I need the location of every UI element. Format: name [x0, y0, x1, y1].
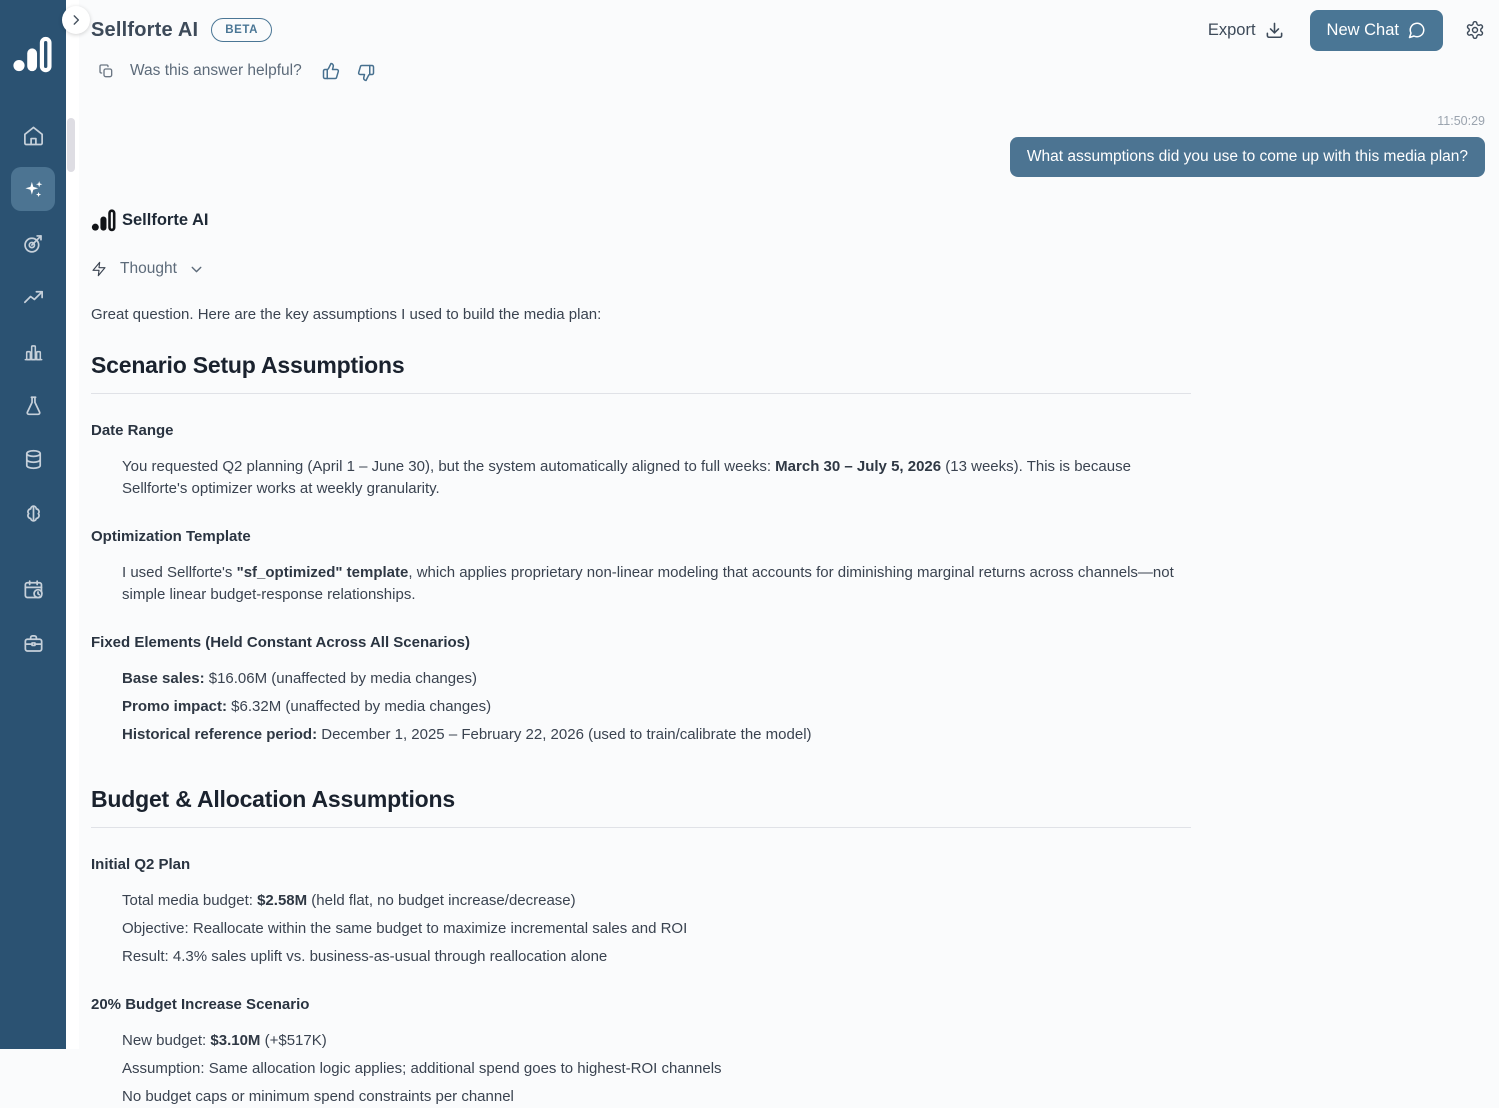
settings-button[interactable]	[1465, 20, 1485, 40]
subsection-title: Date Range	[91, 422, 174, 439]
user-message-bubble: What assumptions did you use to come up with this media plan?	[1010, 137, 1485, 177]
briefcase-icon	[22, 632, 45, 655]
main-panel	[79, 0, 1499, 1105]
sidebar-item-target[interactable]	[11, 221, 55, 265]
thumbs-up-icon	[322, 62, 340, 80]
feedback-row	[91, 60, 1485, 82]
thumbs-down-button[interactable]	[357, 60, 375, 82]
subsection-title: 20% Budget Increase Scenario	[91, 996, 310, 1013]
assistant-paragraph: Base sales: $16.06M (unaffected by media changes)	[122, 670, 477, 687]
export-button[interactable]	[1208, 21, 1284, 40]
assistant-paragraph: Objective: Reallocate within the same budget to maximize incremental sales and ROI	[122, 920, 688, 937]
target-icon	[22, 232, 45, 255]
assistant-author-row	[91, 207, 1485, 233]
sidebar-nav	[11, 113, 55, 675]
sidebar-item-sparkles[interactable]	[11, 167, 55, 211]
assistant-paragraph: Promo impact: $6.32M (unaffected by media changes)	[122, 698, 492, 715]
header	[91, 0, 1485, 60]
assistant-sections	[91, 352, 1191, 1108]
assistant-intro: Great question. Here are the key assumptions I used to build the media plan:	[91, 306, 602, 323]
chevron-down-icon	[188, 261, 205, 278]
thumbs-up-button[interactable]	[322, 62, 340, 80]
chat-bubble-icon	[1408, 21, 1426, 39]
trending-up-icon	[22, 286, 45, 309]
assistant-paragraph: No budget caps or minimum spend constraints per channel	[122, 1088, 514, 1105]
copy-button[interactable]	[98, 63, 114, 79]
bar-chart-icon	[22, 340, 45, 363]
assistant-paragraph: You requested Q2 planning (April 1 – June 30), but the system automatically aligned to full weeks: March 30 – July 5, 2026 (13 weeks). This is because Sellforte's optimizer works at weekly granularity.	[122, 458, 1131, 497]
thumbs-down-icon	[357, 64, 375, 82]
gear-icon	[1465, 20, 1485, 40]
sparkles-icon	[22, 178, 45, 201]
page-title: Sellforte AI	[91, 18, 199, 41]
copy-icon	[98, 63, 114, 79]
new-chat-label: New Chat	[1326, 20, 1399, 39]
subsection-title: Initial Q2 Plan	[91, 856, 191, 873]
sidebar-item-home[interactable]	[11, 113, 55, 157]
sellforte-logo-icon	[12, 33, 54, 75]
section-heading: Budget & Allocation Assumptions	[91, 786, 1191, 828]
assistant-paragraph: Result: 4.3% sales uplift vs. business-as-usual through reallocation alone	[122, 948, 608, 965]
sidebar-collapse-button[interactable]	[62, 6, 90, 34]
flask-icon	[22, 394, 45, 417]
assistant-paragraph: Assumption: Same allocation logic applies; additional spend goes to highest-ROI channels	[122, 1060, 722, 1077]
assistant-message	[91, 207, 1485, 1108]
sidebar-item-database[interactable]	[11, 437, 55, 481]
assistant-paragraph: New budget: $3.10M (+$517K)	[122, 1032, 327, 1049]
assistant-paragraph: Total media budget: $2.58M (held flat, no budget increase/decrease)	[122, 892, 576, 909]
home-icon	[22, 124, 45, 147]
chevron-right-icon	[69, 13, 83, 27]
beta-badge: BETA	[211, 18, 272, 42]
section-heading: Scenario Setup Assumptions	[91, 352, 1191, 394]
assistant-paragraph: I used Sellforte's "sf_optimized" template, which applies proprietary non-linear modeling that accounts for diminishing marginal returns across channels—not simple linear budget-response relationships.	[122, 564, 1174, 603]
sidebar-item-flask[interactable]	[11, 383, 55, 427]
sellforte-logo-icon	[91, 207, 117, 233]
message-timestamp: 11:50:29	[1437, 114, 1485, 128]
feedback-question: Was this answer helpful?	[130, 62, 302, 79]
sidebar	[0, 0, 66, 1049]
sidebar-item-bar-chart[interactable]	[11, 329, 55, 373]
thought-label: Thought	[120, 260, 177, 277]
brain-icon	[22, 502, 45, 525]
lightning-bolt-icon	[91, 261, 107, 277]
sidebar-item-calendar-clock[interactable]	[11, 567, 55, 611]
sidebar-item-trending-up[interactable]	[11, 275, 55, 319]
scrollbar-thumb[interactable]	[67, 118, 75, 172]
thought-toggle[interactable]	[91, 260, 1485, 278]
assistant-message-body	[91, 304, 1191, 1108]
sidebar-item-brain[interactable]	[11, 491, 55, 535]
database-icon	[22, 448, 45, 471]
assistant-paragraph: Historical reference period: December 1, 2025 – February 22, 2026 (used to train/calibrate the model)	[122, 726, 812, 743]
export-label: Export	[1207, 20, 1256, 39]
sidebar-item-briefcase[interactable]	[11, 621, 55, 665]
chat-scrollbar	[66, 0, 79, 1049]
new-chat-button[interactable]	[1310, 10, 1443, 51]
chat-area	[91, 82, 1485, 1108]
subsection-title: Optimization Template	[91, 528, 251, 545]
download-icon	[1265, 21, 1284, 40]
calendar-clock-icon	[22, 578, 45, 601]
assistant-author: Sellforte AI	[122, 210, 209, 229]
subsection-title: Fixed Elements (Held Constant Across All Scenarios)	[91, 634, 470, 651]
